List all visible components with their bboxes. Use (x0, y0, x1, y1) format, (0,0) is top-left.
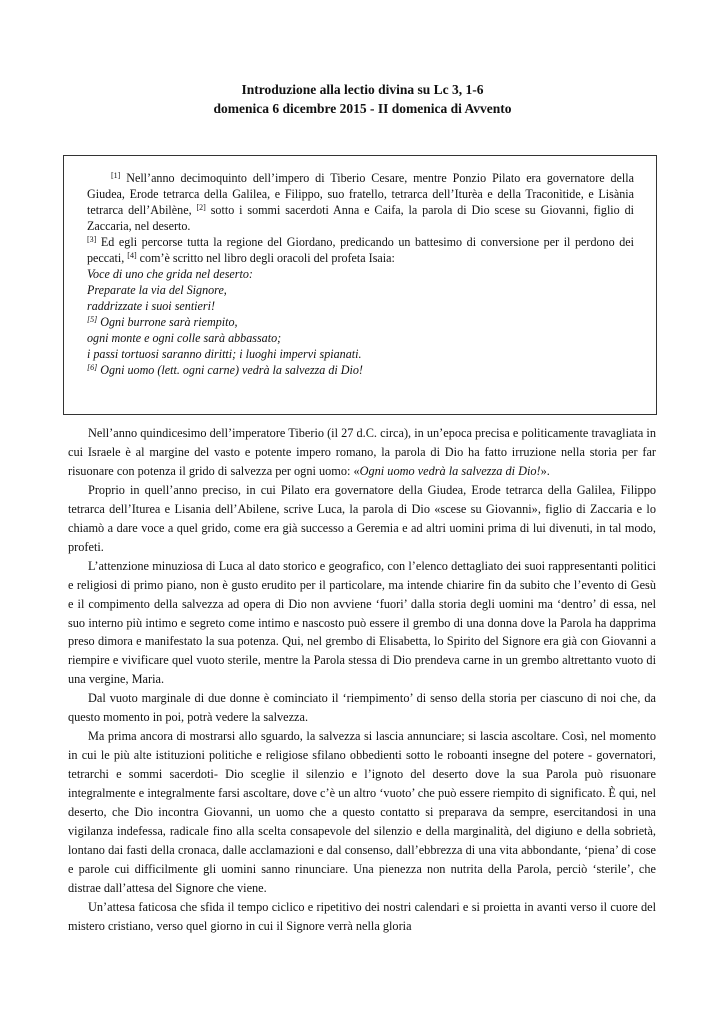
body-paragraph: Ma prima ancora di mostrarsi allo sguardo, la salvezza si lascia annunciare; si lascia ascoltare. Così, nel momento in cui le più alte istituzioni politiche e religiose sfilano obbedienti sotto le roboanti insegne del potere - governatori, tetrarchi e sommi sacerdoti- Dio sceglie il silenzio e l’ignoto del deserto dove la sua Parola può risuonare integralmente e integralmente farsi ascoltare, dove c’è un altro ‘vuoto’ che può essere riempito di significato. È qui, nel deserto, che Dio incontra Giovanni, un uomo che a questo contatto si preparava da sempre, esercitandosi in una vigilanza indefessa, radicale fino alla scelta consapevole del silenzio e della marginalità, del digiuno e della sobrietà, lontano dai fasti della cronaca, dalle acclamazioni e dal consenso, dall’ebbrezza di una vita abbondante, ‘piena’ di cose e parole cui difficilmente gli uomini sanno rinunciare. Una pienezza non nutrita della Parola, perciò ‘sterile’, che distrae dall’attesa del Signore che viene. (68, 729, 656, 895)
verse-line: i passi tortuosi saranno diritti; i luoghi impervi spianati. (87, 347, 362, 361)
verse-line: [6] Ogni uomo (lett. ogni carne) vedrà la salvezza di Dio! (87, 363, 363, 377)
commentary-body (68, 424, 656, 936)
body-paragraph: Proprio in quell’anno preciso, in cui Pilato era governatore della Giudea, Erode tetrarca della Galilea, Filippo tetrarca dell’Iturea e Lisania dell’Abilene, scrive Luca, la parola di Dio «scese su Giovanni», figlio di Zaccaria e lo chiamò a dare voce a quel grido, come era già successo a Geremia e ad altri uomini prima di lui divenuti, in tal modo, profeti. (68, 482, 656, 554)
document-header (0, 80, 725, 118)
verse-line: Voce di uno che grida nel deserto: (87, 267, 253, 281)
scripture-box (63, 155, 657, 415)
title-line-1: Introduzione alla lectio divina su Lc 3, 1-6 (241, 82, 484, 97)
verse-line: Preparate la via del Signore, (87, 283, 227, 297)
body-paragraph: Dal vuoto marginale di due donne è cominciato il ‘riempimento’ di senso della storia per ciascuno di noi che, da questo momento in poi, potrà vedere la salvezza. (68, 691, 656, 725)
scripture-paragraph-1: [1] Nell’anno decimoquinto dell’impero di Tiberio Cesare, mentre Ponzio Pilato era governatore della Giudea, Erode tetrarca della Galilea, e Filippo, suo fratello, tetrarca dell’Iturèa e della Traconìtide, e Lisània tetrarca dell’Abilène, [2] sotto i sommi sacerdoti Anna e Caifa, la parola di Dio scese su Giovanni, figlio di Zaccaria, nel deserto. (87, 171, 635, 233)
scripture-paragraph-2: [3] Ed egli percorse tutta la regione del Giordano, predicando un battesimo di conversione per il perdono dei peccati, [4] com’è scritto nel libro degli oracoli del profeta Isaia: (87, 235, 634, 265)
verse-line: raddrizzate i suoi sentieri! (87, 299, 215, 313)
body-paragraph: L’attenzione minuziosa di Luca al dato storico e geografico, con l’elenco dettagliato dei suoi rappresentanti politici e religiosi di primo piano, non è gusto erudito per il particolare, ma intende chiarire fin da subito che l’evento di Gesù e il compimento della salvezza ad opera di Dio non avviene ‘fuori’ dalla storia degli uomini ma ‘dentro’ di essa, nel suo interno più intimo e segreto come intimo e nascosto può essere il grembo di una donna dove la Parola ha dapprima preso dimora e manifestato la sua potenza. Qui, nel grembo di Elisabetta, lo Spirito del Signore era già con Giovanni a riempire e vivificare quel vuoto sterile, mentre la Parola stessa di Dio prendeva carne in un grembo altrettanto vuoto di una vergine, Maria. (68, 558, 656, 687)
verse-number: [5] (87, 315, 98, 324)
verse-line: [5] Ogni burrone sarà riempito, (87, 315, 238, 329)
title-line-2: domenica 6 dicembre 2015 - II domenica di Avvento (213, 101, 512, 116)
body-paragraph: Nell’anno quindicesimo dell’imperatore Tiberio (il 27 d.C. circa), in un’epoca precisa e politicamente travagliata in cui Israele è al margine del vasto e potente impero romano, la parola di Dio ha fatto irruzione nella storia per far risuonare con potenza il grido di salvezza per ogni uomo: «Ogni uomo vedrà la salvezza di Dio!». (68, 426, 656, 478)
verse-number: [6] (87, 363, 98, 372)
body-paragraph: Un’attesa faticosa che sfida il tempo ciclico e ripetitivo dei nostri calendari e si proietta in avanti verso il cuore del mistero cristiano, verso quel giorno in cui il Signore verrà nella gloria (68, 899, 656, 933)
verse-number: [1] (111, 171, 121, 180)
verse-number: [4] (127, 251, 137, 260)
verse-line: ogni monte e ogni colle sarà abbassato; (87, 331, 282, 345)
verse-number: [3] (87, 235, 97, 244)
verse-number: [2] (196, 203, 206, 212)
